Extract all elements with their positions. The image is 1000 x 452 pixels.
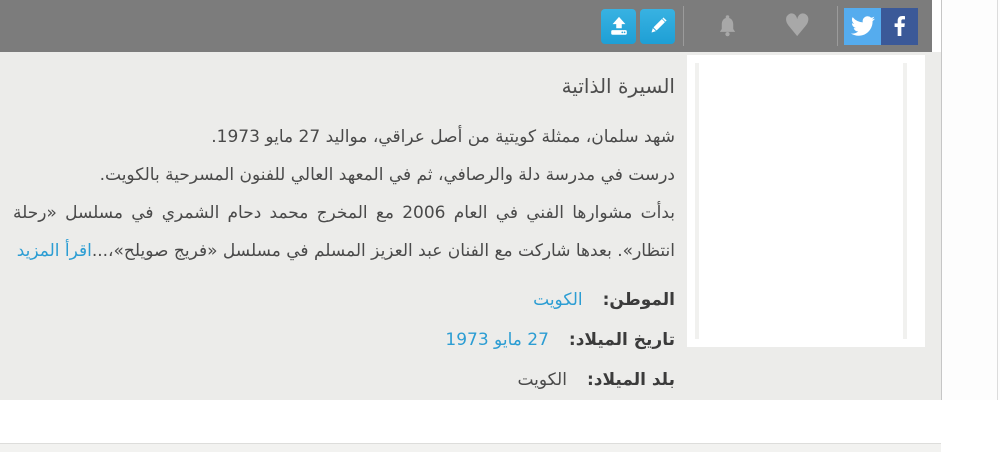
field-label: الموطن: <box>602 290 675 310</box>
info-fields <box>13 280 675 400</box>
upload-icon <box>608 15 630 37</box>
next-section-edge <box>0 444 941 452</box>
twitter-icon <box>851 14 875 38</box>
biography-article <box>13 52 675 400</box>
bio-paragraph-text: انتظار». بعدها شاركت مع الفنان عبد العزيز المسلم في مسلسل «فريج صويلح»،... <box>91 241 675 261</box>
notifications-bell-icon[interactable] <box>714 13 741 40</box>
edit-button[interactable] <box>640 9 675 44</box>
info-field-homeland <box>13 280 675 320</box>
pencil-icon <box>647 15 669 37</box>
header-bar <box>0 0 932 52</box>
panel-border-line <box>997 0 998 400</box>
info-field-birthdate <box>13 320 675 360</box>
field-value: الكويت <box>517 370 567 390</box>
content-area <box>0 52 941 400</box>
bio-paragraph: بدأت مشوارها الفني في العام 2006 مع المخرج محمد دحام الشمري في مسلسل «رحلة <box>13 203 675 223</box>
toolbar <box>601 6 918 46</box>
bio-paragraph: درست في مدرسة دلة والرصافي، ثم في المعهد العالي للفنون المسرحية بالكويت. <box>99 165 675 185</box>
bio-paragraph-with-link <box>13 232 675 270</box>
photo-fold-line <box>695 63 699 339</box>
field-value-link[interactable]: 27 مايو 1973 <box>445 330 549 350</box>
bio-paragraph: شهد سلمان، ممثلة كويتية من أصل عراقي، مواليد 27 مايو 1973. <box>211 127 675 147</box>
photo-fold-line <box>903 63 907 339</box>
upload-button[interactable] <box>601 9 636 44</box>
right-side-panel <box>941 0 1000 400</box>
page-title: السيرة الذاتية <box>561 74 675 98</box>
field-label: تاريخ الميلاد: <box>568 330 675 350</box>
read-more-link[interactable]: اقرأ المزيد <box>16 241 92 261</box>
facebook-icon <box>888 14 912 38</box>
info-field-birth-country <box>13 360 675 400</box>
field-label: بلد الميلاد: <box>586 370 675 390</box>
favorite-heart-icon[interactable]: ♥ <box>783 7 811 44</box>
field-value-link[interactable]: الكويت <box>533 290 583 310</box>
twitter-share-button[interactable] <box>844 8 881 45</box>
facebook-share-button[interactable] <box>881 8 918 45</box>
profile-photo-placeholder <box>687 55 925 347</box>
toolbar-divider <box>683 6 684 46</box>
toolbar-divider <box>837 6 838 46</box>
